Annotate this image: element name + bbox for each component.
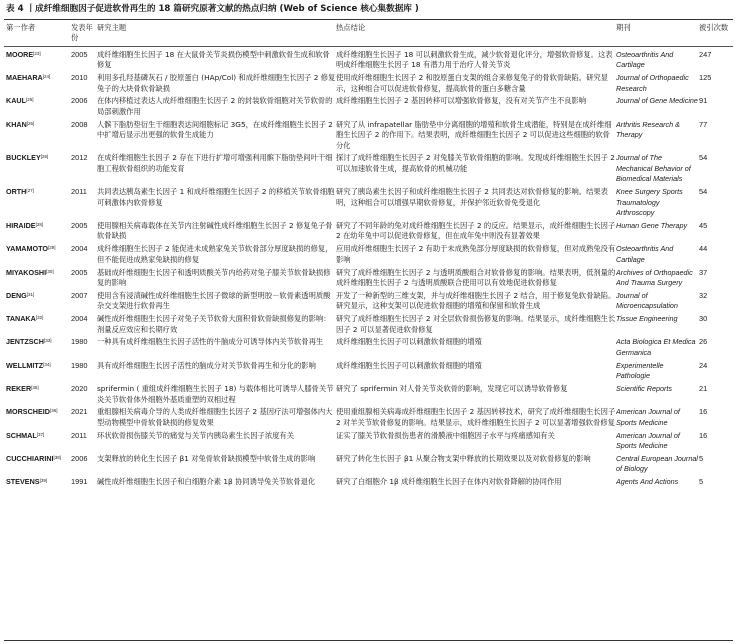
header-topic: 研究主题 [97,23,127,32]
cell-citations: 16 [699,430,708,440]
author-name: JENTZSCH [6,337,44,347]
cell-conclusion: 成纤维细胞生长因子可以刺激软骨细胞的增殖 [336,360,482,370]
cell-citations: 5 [699,477,704,487]
cell-author [4,185,71,219]
header-citations: 被引次数 [699,23,729,32]
cell-topic: 重组腺相关病毒介导的人类成纤维细胞生长因子 2 基因疗法可增强体内大型动物模型中骨软骨缺损的修复效果 [97,407,333,427]
cell-year: 2011 [71,187,87,197]
table-row [4,335,733,358]
cell-journal: Agents And Actions [616,477,679,487]
cell-journal: Journal of Microencapsulation [616,290,678,311]
cell-author [4,382,71,405]
table-row [4,382,733,405]
cell-conclusion: 开发了一种新型的三维支架，并与成纤维细胞生长因子 2 结合，用于修复兔软骨缺陷。研究显示，这种支架可以促进软骨细胞的增殖和保留和软骨生成 [336,290,616,311]
cell-journal: Experimentelle Pathologie [616,360,664,381]
author-name: SCHMAL [6,430,37,440]
cell-conclusion: 成纤维细胞生长因子 18 可以刺激软骨生成，减少软骨退化评分，增强软骨修复。这表明成纤维细胞生长因子 18 有潜力用于治疗人骨关节炎 [336,49,613,70]
reference-number: [38] [53,455,62,461]
cell-conclusion: 研究了成纤维细胞生长因子 2 对全层软骨损伤修复的影响。结果显示，成纤维细胞生长因子 2 可以显著促进软骨修复 [336,314,616,334]
cell-journal: Scientific Reports [616,384,672,394]
reference-number: [26] [26,120,35,126]
cell-author [4,265,71,288]
cell-author [4,358,71,381]
cell-year: 1980 [71,360,88,370]
reference-number: [36] [49,408,58,414]
table-title: 表 4 丨成纤维细胞因子促进软骨再生的 18 篇研究原著文献的热点归纳 (Web of Science 核心集数据库 ) [6,4,419,14]
author-name: WELLMITZ [6,360,44,370]
header-conclusion: 热点结论 [336,23,366,32]
cell-journal: Journal of Orthopaedic Research [616,73,689,93]
table-row [4,452,733,475]
cell-conclusion: 应用成纤维细胞生长因子 2 有助于未成熟兔部分厚度缺损的软骨修复，但对成熟兔没有影响 [336,244,616,264]
cell-citations: 247 [699,49,712,59]
cell-journal: Osteoarthritis And Cartilage [616,244,674,264]
table-row [4,218,733,241]
cell-citations: 16 [699,407,708,417]
cell-conclusion: 使用重组腺相关病毒成纤维细胞生长因子 2 基因转移技术，研究了成纤维细胞生长因子 2 对羊关节软骨修复的影响。结果显示，成纤维细胞生长因子 2 可以显著增强软骨修复 [336,407,616,427]
author-name: HIRAIDE [6,220,36,230]
cell-topic: 具有成纤维细胞生长因子活性的脑成分对关节软骨再生和分化的影响 [97,360,316,370]
table-row [4,94,733,117]
cell-topic: 人髌下脂肪垫衍生干细胞表达间细胞标记 3G5，在成纤维细胞生长因子 2 中扩增后显示出更强的软骨生成能力 [97,119,333,140]
reference-number: [39] [39,478,48,484]
literature-table [4,21,733,488]
cell-year: 1991 [71,477,88,487]
cell-citations: 54 [699,153,708,163]
cell-citations: 21 [699,384,708,394]
author-name: DENG [6,290,27,300]
cell-author [4,428,71,451]
cell-year: 2008 [71,119,88,129]
cell-year: 2012 [71,153,88,163]
author-name: BUCKLEY [6,153,41,163]
reference-number: [33] [43,338,52,344]
cell-conclusion: 研究了不同年龄的兔对成纤维细胞生长因子 2 的反应。结果显示，成纤维细胞生长因子 2 在幼年兔中可以促进软骨修复，但在成年兔中则没有显著效果 [336,220,616,241]
cell-topic: 使用含有浸渍碱性成纤维细胞生长因子微球的新型明胶－软骨素透明质酸杂交支架进行软骨再生 [97,290,331,311]
reference-number: [23] [33,50,41,56]
cell-journal: Archives of Orthopaedic And Trauma Surgery [616,267,693,287]
cell-conclusion: 研究了 sprifermin 对人骨关节炎软骨的影响，发现它可以诱导软骨修复 [336,384,568,394]
cell-author [4,94,71,117]
cell-citations: 54 [699,187,708,197]
cell-topic: 成纤维细胞生长因子 2 能促进未成熟家兔关节软骨部分厚度缺损的修复，但不能促进成熟家兔缺损的修复 [97,244,333,264]
cell-journal: American Journal of Sports Medicine [616,430,680,451]
cell-journal: Journal of The Mechanical Behavior of Biomedical Materials [616,153,691,184]
cell-citations: 24 [699,360,708,370]
cell-citations: 45 [699,220,708,230]
cell-conclusion: 研究了转化生长因子 β1 从聚合物支架中释放的长期效果以及对软骨修复的影响 [336,454,591,464]
reference-number: [24] [42,74,51,80]
cell-author [4,335,71,358]
cell-topic: 碱性成纤维细胞生长因子和白细胞介素 1β 协同诱导兔关节软骨退化 [97,477,316,487]
reference-number: [26] [40,154,49,160]
cell-conclusion: 证实了膝关节软骨损伤患者的滑膜液中细胞因子水平与疼痛感知有关 [336,430,555,440]
cell-conclusion: 研究了胰岛素生长因子和成纤维细胞生长因子 2 共同表达对软骨修复的影响。结果表明，这种组合可以增强早期软骨修复，并保护邻近软骨免受退化 [336,187,608,207]
table-header [4,21,733,46]
reference-number: [25] [25,97,34,103]
reference-number: [35] [31,385,39,391]
cell-author [4,71,71,94]
cell-journal: Acta Biologica Et Medica Germanica [616,337,696,357]
table-row [4,475,733,488]
cell-journal: Human Gene Therapy [616,220,688,230]
cell-year: 2004 [71,244,88,254]
header-author: 第一作者 [6,23,36,32]
cell-journal: Osteoarthritis And Cartilage [616,49,674,70]
header-rule [4,46,733,47]
cell-conclusion: 研究了从 infrapatellar 脂肪垫中分离细胞的增殖和软骨生成潜能，特别是在成纤维细胞生长因子 2 的作用下。结果表明，成纤维细胞生长因子 2 可以促进这些细胞的软骨分化 [336,119,612,150]
table-row [4,428,733,451]
cell-conclusion: 成纤维细胞生长因子可以刺激软骨细胞的增殖 [336,337,482,347]
cell-conclusion: 成纤维细胞生长因子 2 基因转移可以增强软骨修复，没有对关节产生不良影响 [336,96,587,106]
cell-journal: Central European Journal of Biology [616,454,698,474]
cell-author [4,242,71,265]
author-name: MOORE [6,49,34,59]
cell-journal: American Journal of Sports Medicine [616,407,680,427]
cell-journal: Arthritis Research & Therapy [616,119,680,140]
cell-year: 2010 [71,73,88,83]
cell-citations: 37 [699,267,708,277]
header-year: 发表年份 [71,23,93,43]
cell-citations: 125 [699,73,712,83]
cell-author [4,151,71,185]
author-name: ORTH [6,187,27,197]
cell-year: 2021 [71,407,88,417]
cell-year: 2020 [71,384,88,394]
cell-topic: 成纤维细胞生长因子 18 在大鼠骨关节炎损伤模型中刺激软骨生成和软骨修复 [97,49,330,70]
cell-year: 2011 [71,430,87,440]
cell-topic: 支架释放的转化生长因子 β1 对兔骨软骨缺损模型中软骨生成的影响 [97,454,316,464]
cell-topic: sprifermin ( 重组成纤维细胞生长因子 18) 与载体相比可诱导人膝骨关节炎关节软骨体外细胞外基质重塑的双相过程 [97,384,334,404]
cell-citations: 5 [699,454,704,464]
reference-number: [34] [43,361,51,367]
reference-number: [30] [46,268,54,274]
cell-year: 2005 [71,220,88,230]
cell-conclusion: 探讨了成纤维细胞生长因子 2 对兔膝关节软骨细胞的影响。发现成纤维细胞生长因子 2 可以加速软骨生成，提高软骨的机械功能 [336,153,615,173]
cell-topic: 碱性成纤维细胞生长因子对兔子关节软骨大面积骨软骨缺损修复的影响：剂量反应效应和长期疗效 [97,314,331,334]
table-row [4,117,733,151]
reference-number: [29] [47,245,56,251]
cell-author [4,475,71,488]
header-journal: 期刊 [616,23,631,32]
author-name: YAMAMOTO [6,244,48,254]
table-row [4,312,733,335]
cell-topic: 在体内移植过表达人成纤维细胞生长因子 2 的封装软骨细胞对关节软骨的局部刺激作用 [97,96,333,116]
table-row [4,46,733,71]
cell-conclusion: 研究了白细胞介 1β 成纤维细胞生长因子在体内对软骨降解的协同作用 [336,477,562,487]
cell-journal: Journal of Gene Medicine [616,96,698,106]
author-name: MORSCHEID [6,407,50,417]
cell-year: 2005 [71,49,88,59]
cell-citations: 26 [699,337,708,347]
cell-year: 2006 [71,96,88,106]
cell-journal: Knee Surgery Sports Traumatology Arthroscopy [616,187,683,217]
author-name: CUCCHIARINI [6,454,54,464]
cell-citations: 91 [699,96,708,106]
cell-author [4,218,71,241]
cell-conclusion: 使用成纤维细胞生长因子 2 和胶原蛋白支架的组合来修复兔子的骨软骨缺陷。研究显示，这种组合可以促进软骨修复，提高软骨的蛋白多糖含量 [336,73,608,93]
cell-citations: 30 [699,314,708,324]
cell-citations: 44 [699,244,708,254]
cell-author [4,405,71,428]
author-name: KAUL [6,96,26,106]
table-body [4,46,733,488]
cell-author [4,452,71,475]
author-name: TANAKA [6,314,36,324]
cell-author [4,288,71,311]
cell-author [4,312,71,335]
author-name: REKER [6,384,32,394]
table-row [4,288,733,311]
cell-topic: 一种具有成纤维细胞生长因子活性的牛脑成分可诱导体内关节软骨再生 [97,337,324,347]
table-row [4,358,733,381]
cell-citations: 32 [699,290,708,300]
table-row [4,185,733,219]
cell-topic: 利用多孔羟基磷灰石 / 胶原蛋白 (HAp/Col) 和成纤维细胞生长因子 2 修复兔子的大块骨软骨缺损 [97,73,336,93]
table-row [4,405,733,428]
author-name: MAEHARA [6,73,43,83]
cell-topic: 使用腺相关病毒载体在关节内注射碱性成纤维细胞生长因子 2 修复兔子骨软骨缺损 [97,220,333,241]
reference-number: [31] [26,291,35,297]
table-row [4,151,733,185]
reference-number: [27] [26,188,34,194]
cell-citations: 77 [699,119,708,129]
cell-topic: 基础成纤维细胞生长因子和透明质酸关节内给药对兔子膝关节软骨缺损修复的影响 [97,267,331,287]
table-row [4,71,733,94]
cell-journal: Tissue Engineering [616,314,678,324]
table-row [4,242,733,265]
bottom-rule [4,640,733,641]
cell-topic: 环状软骨损伤膝关节的痛觉与关节内胰岛素生长因子浓度有关 [97,430,295,440]
reference-number: [32] [35,315,44,321]
table-row [4,265,733,288]
cell-topic: 共同表达胰岛素生长因子 1 和成纤维细胞生长因子 2 的移植关节软骨细胞可刺激体内软骨修复 [97,187,335,207]
reference-number: [28] [35,221,44,227]
cell-year: 2004 [71,314,88,324]
reference-number: [37] [36,431,45,437]
author-name: MIYAKOSHI [6,267,47,277]
author-name: KHAN [6,119,27,129]
cell-author [4,117,71,151]
cell-topic: 在成纤维细胞生长因子 2 存在下进行扩增可增强利用髌下脂肪垫间叶干细胞工程软骨组织的功能发育 [97,153,333,173]
cell-year: 2005 [71,267,88,277]
cell-year: 1980 [71,337,88,347]
cell-author [4,46,71,71]
cell-conclusion: 研究了成纤维细胞生长因子 2 与透明质酸组合对软骨修复的影响。结果表明，低剂量的成纤维细胞生长因子 2 与透明质酸联合使用可以有效地促进软骨修复 [336,267,616,287]
cell-year: 2007 [71,290,88,300]
author-name: STEVENS [6,477,40,487]
cell-year: 2006 [71,454,88,464]
